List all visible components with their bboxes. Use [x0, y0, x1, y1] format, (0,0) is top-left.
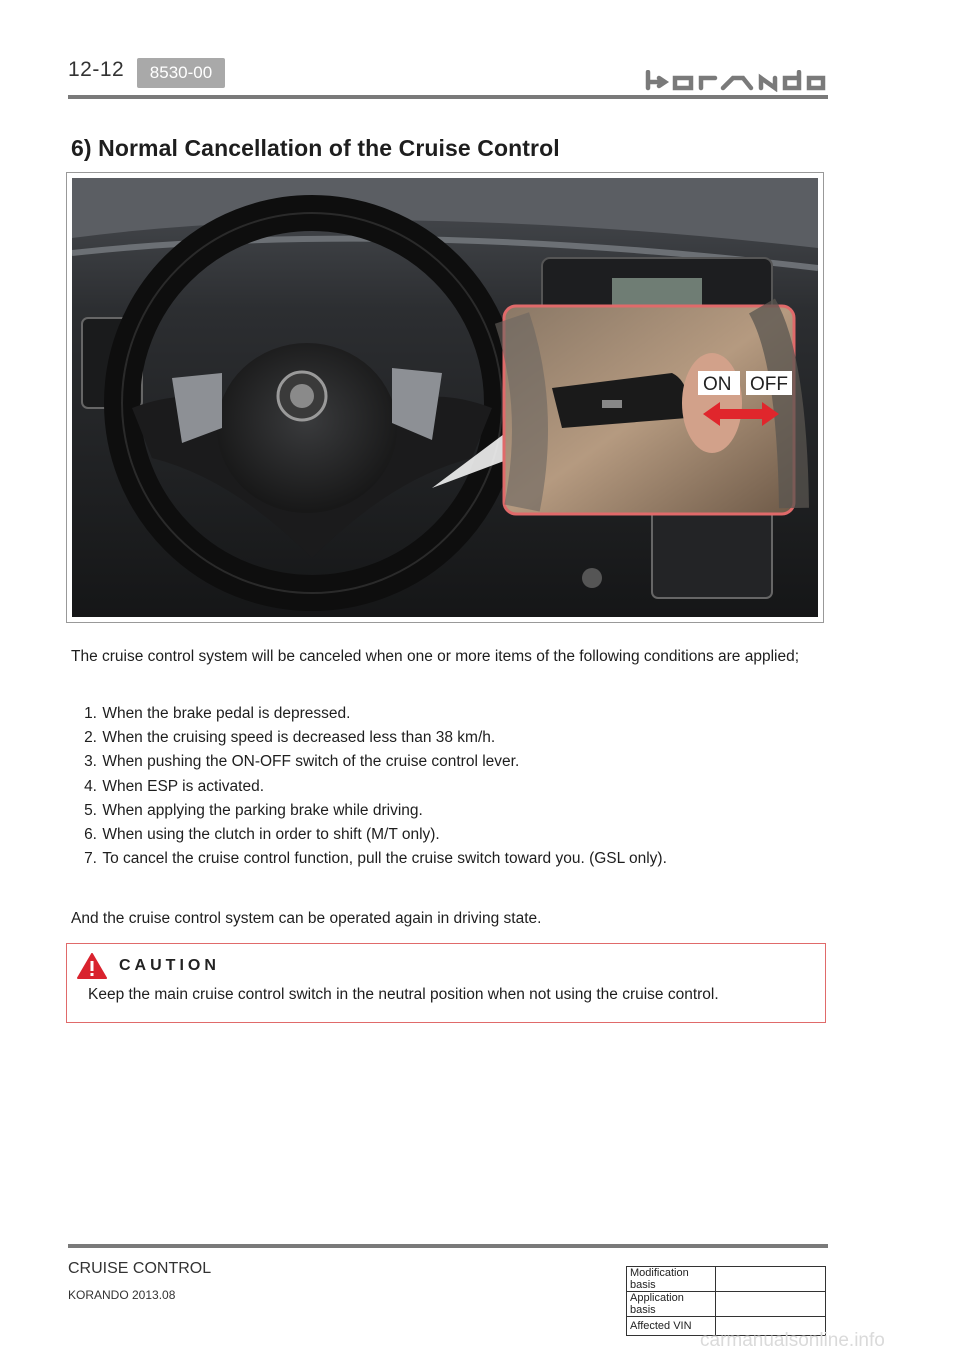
list-item: 5. When applying the parking brake while driving. [84, 801, 423, 819]
modification-basis-value [716, 1267, 826, 1292]
footer-model-date: KORANDO 2013.08 [68, 1288, 176, 1302]
footer-rule [68, 1244, 828, 1248]
footer-section-title: CRUISE CONTROL [68, 1260, 212, 1277]
list-item: 7. To cancel the cruise control function, pull the cruise switch toward you. (GSL only). [84, 850, 667, 868]
intro-paragraph: The cruise control system will be canceled when one or more items of the following conditions are applied; [71, 648, 800, 665]
section-title: 6) Normal Cancellation of the Cruise Control [71, 135, 560, 161]
affected-vin-label: Affected VIN [627, 1317, 716, 1336]
modification-basis-label: Modification basis [627, 1267, 716, 1292]
page-number: 12-12 [68, 58, 125, 81]
korando-logo [643, 70, 828, 92]
application-basis-value [716, 1292, 826, 1317]
conditions-list [72, 702, 667, 871]
warning-triangle-icon [77, 953, 107, 979]
header-rule [68, 95, 828, 99]
application-basis-label: Application basis [627, 1292, 716, 1317]
table-row [627, 1267, 826, 1292]
section-code-badge: 8530-00 [137, 58, 225, 88]
off-label: OFF [750, 374, 788, 395]
list-item: 2. When the cruising speed is decreased less than 38 km/h. [84, 729, 496, 747]
caution-text: Keep the main cruise control switch in the neutral position when not using the cruise control. [88, 986, 719, 1003]
list-item: 3. When pushing the ON-OFF switch of the cruise control lever. [84, 753, 520, 771]
list-item: 6. When using the clutch in order to shift (M/T only). [84, 825, 440, 843]
dashboard-figure [66, 172, 824, 623]
table-row [627, 1292, 826, 1317]
list-item: 4. When ESP is activated. [84, 777, 264, 795]
revision-table [626, 1266, 826, 1336]
watermark: carmanualsonline.info [700, 1330, 885, 1351]
outro-paragraph: And the cruise control system can be operated again in driving state. [71, 910, 542, 927]
caution-title: CAUTION [119, 957, 220, 974]
on-label: ON [703, 374, 732, 395]
dashboard-photo [72, 178, 818, 617]
list-item: 1. When the brake pedal is depressed. [84, 705, 351, 722]
caution-box [66, 943, 826, 1023]
